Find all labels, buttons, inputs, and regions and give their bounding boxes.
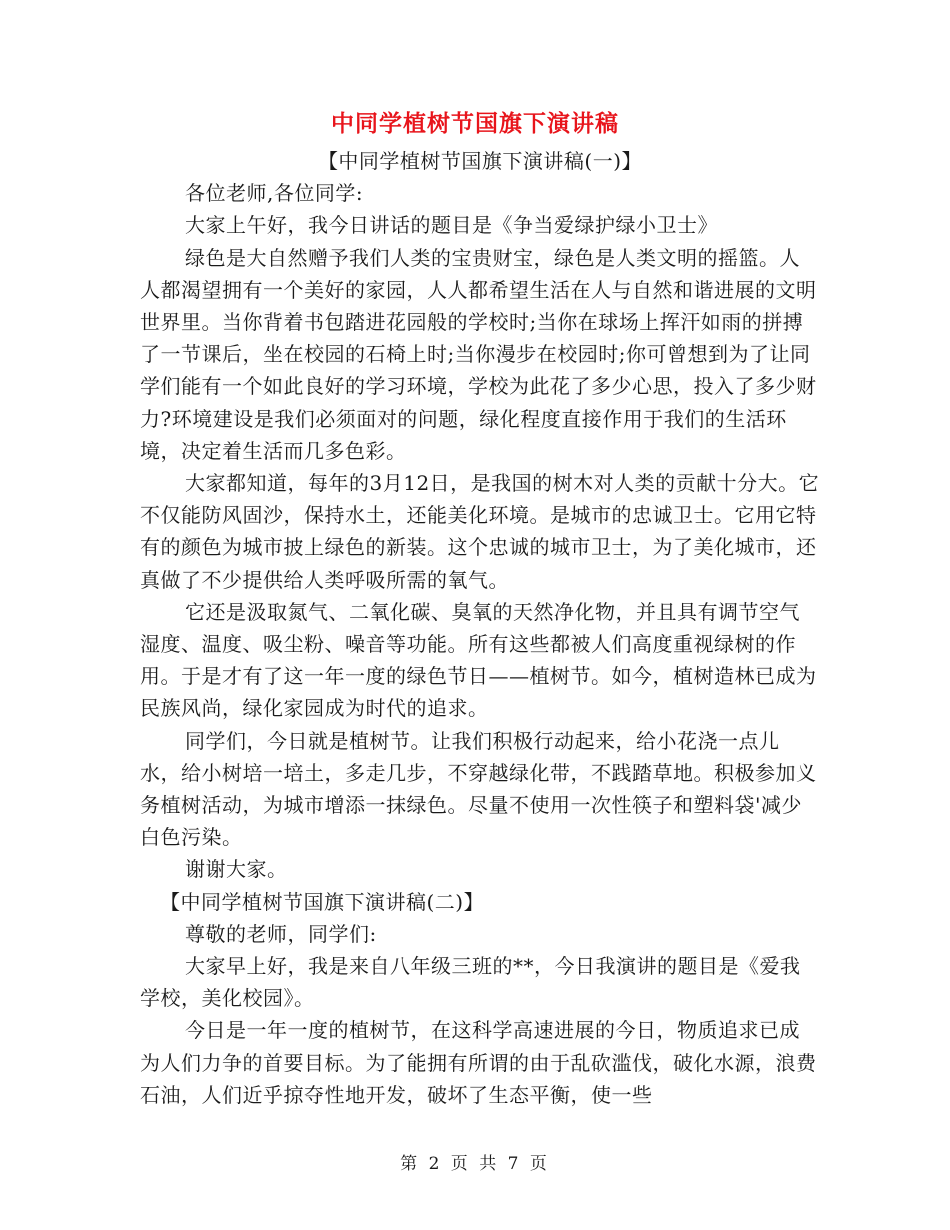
section-heading-1: 【中同学植树节国旗下演讲稿(一)】 <box>317 149 643 173</box>
document-body <box>140 145 820 1111</box>
paragraph: 它还是汲取氮气、二氧化碳、臭氧的天然净化物，并且具有调节空气湿度、温度、吸尘粉、噪音等功能。所有这些都被人们高度重视绿树的作用。于是才有了这一年一度的绿色节日——植树节。如今，植树造林已成为民族风尚，绿化家园成为时代的追求。 <box>140 599 817 721</box>
paragraph: 绿色是大自然赠予我们人类的宝贵财宝，绿色是人类文明的摇篮。人人都渴望拥有一个美好的家园，人人都希望生活在人与自然和谐进展的文明世界里。当你背着书包踏进花园般的学校时;当你在球场上挥汗如雨的拼搏了一节课后，坐在校园的石椅上时;当你漫步在校园时;你可曾想到为了让同学们能有一个如此良好的学习环境，学校为此花了多少心思，投入了多少财力?环境建设是我们必须面对的问题，绿化程度直接作用于我们的生活环境，决定着生活而几多色彩。 <box>140 245 817 463</box>
paragraph: 同学们，今日就是植树节。让我们积极行动起来，给小花浇一点儿水，给小树培一培土，多走几步，不穿越绿化带，不践踏草地。积极参加义务植树活动，为城市增添一抹绿色。尽量不使用一次性筷子和塑料袋'减少白色污染。 <box>140 728 817 850</box>
paragraph: 大家上午好，我今日讲话的题目是《争当爱绿护绿小卫士》 <box>185 213 718 238</box>
page-footer: 第 2 页 共 7 页 <box>400 1154 550 1174</box>
salutation-1: 各位老师,各位同学: <box>185 181 364 206</box>
salutation-2: 尊敬的老师，同学们: <box>185 921 377 946</box>
section-heading-2: 【中同学植树节国旗下演讲稿(二)】 <box>160 889 485 914</box>
document-title: 中同学植树节国旗下演讲稿 <box>331 110 619 137</box>
paragraph: 大家都知道，每年的3月12日，是我国的树木对人类的贡献十分大。它不仅能防风固沙，保持水土，还能美化环境。是城市的忠诚卫士。它用它特有的颜色为城市披上绿色的新装。这个忠诚的城市卫士，为了美化城市，还真做了不少提供给人类呼吸所需的氧气。 <box>140 471 820 592</box>
closing-1: 谢谢大家。 <box>185 857 288 882</box>
paragraph: 大家早上好，我是来自八年级三班的**，今日我演讲的题目是《爱我学校，美化校园》。 <box>140 954 801 1011</box>
paragraph: 今日是一年一度的植树节，在这科学高速进展的今日，物质追求已成为人们力争的首要目标。为了能拥有所谓的由于乱砍滥伐，破化水源，浪费石油，人们近乎掠夺性地开发，破坏了生态平衡，使一些 <box>140 1018 817 1107</box>
